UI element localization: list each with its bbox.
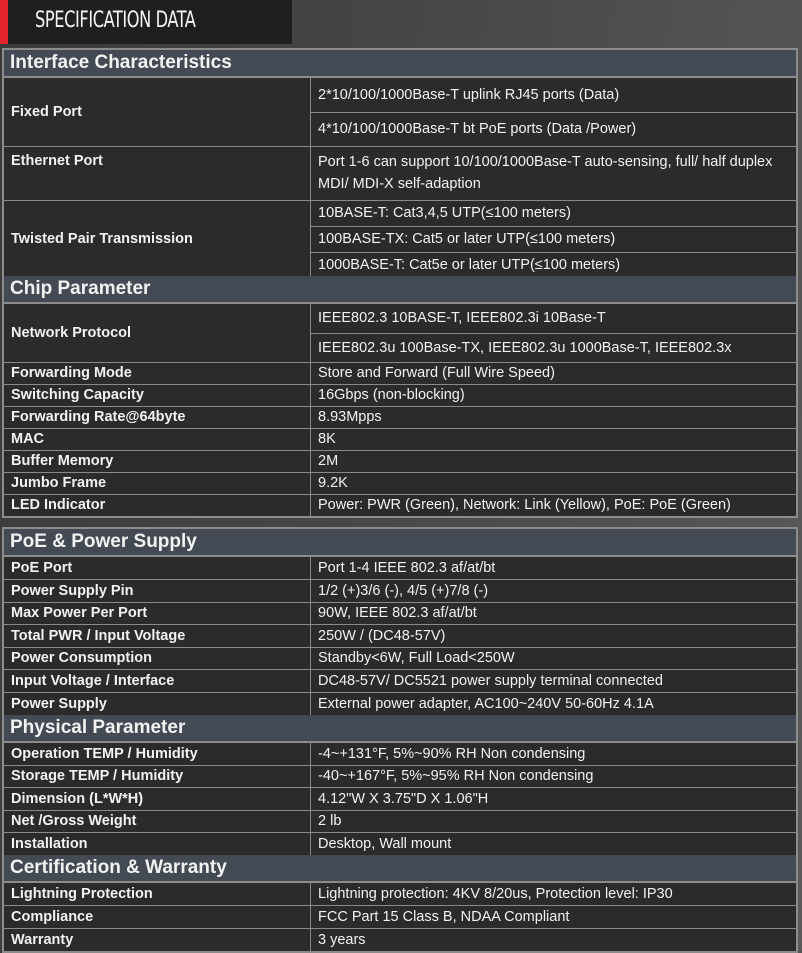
table-row xyxy=(4,472,796,494)
page-title: SPECIFICATION DATA xyxy=(35,8,196,33)
spec-value: FCC Part 15 Class B, NDAA Compliant xyxy=(311,906,797,929)
table-row xyxy=(4,810,796,833)
spec-key: Net /Gross Weight xyxy=(4,810,311,833)
spec-value: IEEE802.3u 100Base-TX, IEEE802.3u 1000Base-T, IEEE802.3x xyxy=(311,333,797,362)
spec-key: Forwarding Rate@64byte xyxy=(4,406,311,428)
spec-value: 16Gbps (non-blocking) xyxy=(311,384,797,406)
section-title-physical-parameter: Physical Parameter xyxy=(4,715,796,743)
spec-key: Max Power Per Port xyxy=(4,602,311,625)
table-row xyxy=(4,692,796,715)
spec-value: 100BASE-TX: Cat5 or later UTP(≤100 meters) xyxy=(311,226,797,252)
table-row xyxy=(4,928,796,951)
spec-value: 2*10/100/1000Base-T uplink RJ45 ports (Data) xyxy=(311,78,797,112)
table-row xyxy=(4,883,796,906)
spec-value: Store and Forward (Full Wire Speed) xyxy=(311,362,797,384)
spec-key: Lightning Protection xyxy=(4,883,311,906)
spec-value: Desktop, Wall mount xyxy=(311,833,797,856)
spec-key: Ethernet Port xyxy=(4,146,311,200)
section-title: PoE & Power Supply xyxy=(4,529,796,557)
table-row xyxy=(4,494,796,516)
spec-value: 10BASE-T: Cat3,4,5 UTP(≤100 meters) xyxy=(311,200,797,226)
spec-value: 90W, IEEE 802.3 af/at/bt xyxy=(311,602,797,625)
header-accent-bar xyxy=(0,0,8,44)
table-row xyxy=(4,580,796,603)
page-header xyxy=(0,0,292,44)
section-interface-characteristics xyxy=(2,48,798,281)
spec-value: 8.93Mpps xyxy=(311,406,797,428)
table-row xyxy=(4,362,796,384)
table-row xyxy=(4,833,796,856)
spec-key: MAC xyxy=(4,428,311,450)
table-row xyxy=(4,625,796,648)
spec-value: 1000BASE-T: Cat5e or later UTP(≤100 meters) xyxy=(311,252,797,278)
spec-key: Power Consumption xyxy=(4,647,311,670)
spec-table xyxy=(4,883,796,951)
spec-key: Compliance xyxy=(4,906,311,929)
table-row xyxy=(4,765,796,788)
spec-value: Port 1-6 can support 10/100/1000Base-T auto-sensing, full/ half duplex MDI/ MDI-X self-adaption xyxy=(311,146,797,200)
spec-key: LED Indicator xyxy=(4,494,311,516)
spec-key: Operation TEMP / Humidity xyxy=(4,743,311,766)
spec-key: Forwarding Mode xyxy=(4,362,311,384)
spec-key: Total PWR / Input Voltage xyxy=(4,625,311,648)
spec-table xyxy=(4,557,796,715)
spec-key: Input Voltage / Interface xyxy=(4,670,311,693)
spec-value: External power adapter, AC100~240V 50-60Hz 4.1A xyxy=(311,692,797,715)
spec-value: 4.12"W X 3.75"D X 1.06"H xyxy=(311,788,797,811)
table-row xyxy=(4,788,796,811)
spec-key: Fixed Port xyxy=(4,78,311,146)
spec-value: IEEE802.3 10BASE-T, IEEE802.3i 10Base-T xyxy=(311,304,797,333)
spec-key: Storage TEMP / Humidity xyxy=(4,765,311,788)
spec-value: 8K xyxy=(311,428,797,450)
table-row xyxy=(4,450,796,472)
section-title: Chip Parameter xyxy=(4,276,796,304)
spec-value: 2M xyxy=(311,450,797,472)
spec-value: 2 lb xyxy=(311,810,797,833)
table-row xyxy=(4,304,796,333)
section-title: Interface Characteristics xyxy=(4,50,796,78)
table-row xyxy=(4,78,796,112)
table-row xyxy=(4,743,796,766)
spec-key: PoE Port xyxy=(4,557,311,580)
spec-key: Buffer Memory xyxy=(4,450,311,472)
table-row xyxy=(4,406,796,428)
spec-key: Network Protocol xyxy=(4,304,311,362)
table-row xyxy=(4,200,796,226)
table-row xyxy=(4,602,796,625)
spec-value: DC48-57V/ DC5521 power supply terminal connected xyxy=(311,670,797,693)
spec-key: Warranty xyxy=(4,928,311,951)
spec-value: 1/2 (+)3/6 (-), 4/5 (+)7/8 (-) xyxy=(311,580,797,603)
table-row xyxy=(4,670,796,693)
table-row xyxy=(4,428,796,450)
spec-table xyxy=(4,304,796,516)
spec-key: Dimension (L*W*H) xyxy=(4,788,311,811)
spec-value: Port 1-4 IEEE 802.3 af/at/bt xyxy=(311,557,797,580)
spec-value: -4~+131°F, 5%~90% RH Non condensing xyxy=(311,743,797,766)
spec-value: 250W / (DC48-57V) xyxy=(311,625,797,648)
table-row xyxy=(4,384,796,406)
spec-value: -40~+167°F, 5%~95% RH Non condensing xyxy=(311,765,797,788)
table-row xyxy=(4,146,796,200)
table-row xyxy=(4,557,796,580)
section-title-certification-warranty: Certification & Warranty xyxy=(4,855,796,883)
section-poe-power-supply xyxy=(2,527,798,953)
section-chip-parameter xyxy=(2,276,798,518)
table-row xyxy=(4,906,796,929)
spec-key: Switching Capacity xyxy=(4,384,311,406)
spec-value: Standby<6W, Full Load<250W xyxy=(311,647,797,670)
spec-table xyxy=(4,743,796,856)
spec-table xyxy=(4,78,796,279)
spec-key: Power Supply xyxy=(4,692,311,715)
spec-key: Installation xyxy=(4,833,311,856)
spec-value: 3 years xyxy=(311,928,797,951)
spec-value: Lightning protection: 4KV 8/20us, Protection level: IP30 xyxy=(311,883,797,906)
spec-value: 9.2K xyxy=(311,472,797,494)
spec-key: Jumbo Frame xyxy=(4,472,311,494)
table-row xyxy=(4,647,796,670)
spec-value: 4*10/100/1000Base-T bt PoE ports (Data /Power) xyxy=(311,112,797,146)
spec-key: Power Supply Pin xyxy=(4,580,311,603)
spec-key: Twisted Pair Transmission xyxy=(4,200,311,278)
spec-value: Power: PWR (Green), Network: Link (Yellow), PoE: PoE (Green) xyxy=(311,494,797,516)
